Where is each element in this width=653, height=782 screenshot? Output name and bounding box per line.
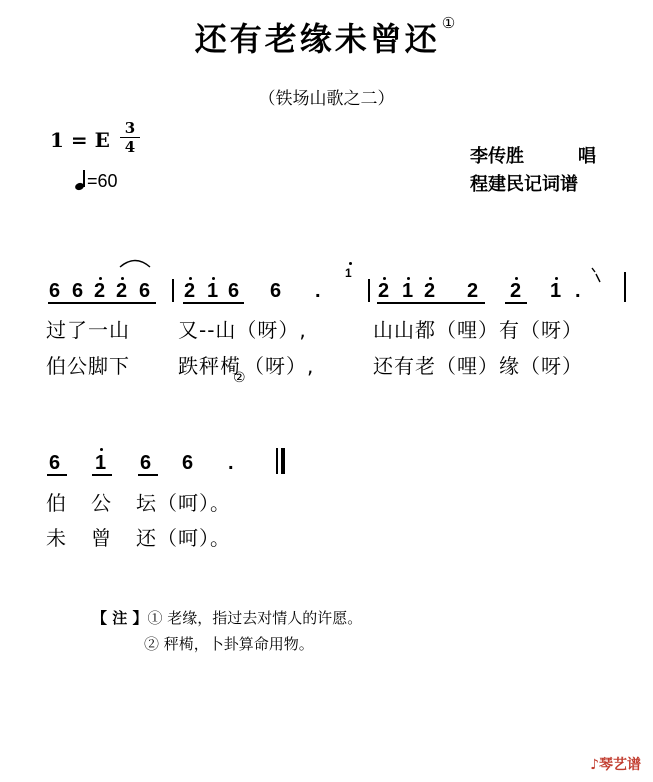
title-text: 还有老缘未曾还	[194, 20, 440, 58]
lyric-line-2b: 跌秤槆	[178, 354, 241, 378]
lyric-line-3a: 伯	[46, 491, 67, 515]
note: 2	[184, 280, 196, 302]
note: 1	[207, 280, 219, 302]
note: 2	[467, 280, 479, 302]
beam-underline	[92, 474, 112, 476]
title-footnote-mark: ①	[441, 14, 459, 32]
note: 1	[402, 280, 414, 302]
note: 6	[49, 452, 61, 474]
page-title	[0, 14, 653, 60]
annotation-1: ① 老缘，指过去对情人的许愿。	[147, 609, 363, 627]
high-dot	[429, 277, 432, 280]
beam-underline	[377, 302, 485, 304]
breath-mark-icon	[590, 266, 604, 286]
lyric-line-4a: 未	[46, 526, 67, 550]
beam-underline	[183, 302, 244, 304]
high-dot	[349, 262, 352, 265]
beam-underline	[505, 302, 527, 304]
high-dot	[383, 277, 386, 280]
tempo-marking	[75, 170, 118, 192]
high-dot	[121, 277, 124, 280]
quarter-note-icon	[75, 170, 87, 190]
note: 1	[550, 280, 562, 302]
beam-underline	[138, 474, 158, 476]
note-dot: .	[575, 280, 581, 302]
note: 6	[270, 280, 282, 302]
high-dot	[212, 277, 215, 280]
lyric-line-2c: （呀）,	[244, 354, 315, 378]
high-dot	[555, 277, 558, 280]
final-bar-thick	[281, 448, 285, 474]
high-dot	[99, 277, 102, 280]
singer-role: 唱	[578, 146, 596, 167]
lyric-line-4b: 曾	[91, 526, 112, 550]
lyric-line-1c: 山山都（哩）有（呀）	[373, 318, 583, 342]
note: 2	[116, 280, 128, 302]
high-dot	[100, 448, 103, 451]
beam-underline	[47, 474, 67, 476]
grace-note: 1	[345, 266, 352, 280]
note-dot: .	[315, 280, 321, 302]
note: 6	[72, 280, 84, 302]
note: 2	[94, 280, 106, 302]
lyric-line-2d: 还有老（哩）缘（呀）	[373, 354, 583, 378]
annotations	[92, 605, 362, 657]
note: 1	[95, 452, 107, 474]
note: 2	[424, 280, 436, 302]
lyric-line-3c: 坛（呵）。	[136, 491, 231, 515]
tempo-value: =60	[87, 171, 118, 191]
beam-underline	[48, 302, 156, 304]
note-dot: .	[228, 452, 234, 474]
lyric-footnote-mark: ②	[233, 370, 247, 386]
lyric-line-2a: 伯公脚下	[46, 354, 130, 378]
time-signature-top: 3	[124, 119, 136, 137]
site-logo	[590, 754, 641, 774]
note: 6	[182, 452, 194, 474]
logo-icon: ♪	[590, 757, 599, 773]
note: 6	[139, 280, 151, 302]
note: 6	[49, 280, 61, 302]
lyric-line-1a: 过了一山	[46, 318, 130, 342]
time-signature-bottom: 4	[124, 138, 136, 156]
note: 2	[510, 280, 522, 302]
slur-icon	[118, 256, 152, 268]
time-signature	[120, 120, 140, 155]
singer-name: 李传胜	[470, 146, 524, 167]
note: 6	[228, 280, 240, 302]
note: 2	[378, 280, 390, 302]
key-signature: 1 = E	[50, 128, 110, 152]
lyric-line-1b: 又--山（呀）,	[178, 318, 307, 342]
final-bar-thin	[276, 448, 278, 474]
bar-line	[368, 279, 370, 302]
annotation-2: ② 秤槆，卜卦算命用物。	[144, 635, 314, 653]
logo-text: 琴艺谱	[599, 757, 641, 773]
lyric-line-3b: 公	[91, 491, 112, 515]
bar-line	[172, 279, 174, 302]
high-dot	[189, 277, 192, 280]
lyric-line-4c: 还（呵）。	[136, 526, 231, 550]
bar-line	[624, 272, 626, 302]
note: 6	[140, 452, 152, 474]
high-dot	[515, 277, 518, 280]
recorder-credit: 程建民记词谱	[470, 174, 578, 195]
subtitle: （铁场山歌之二）	[258, 89, 395, 109]
high-dot	[407, 277, 410, 280]
annotation-label: 【 注 】	[92, 609, 148, 627]
